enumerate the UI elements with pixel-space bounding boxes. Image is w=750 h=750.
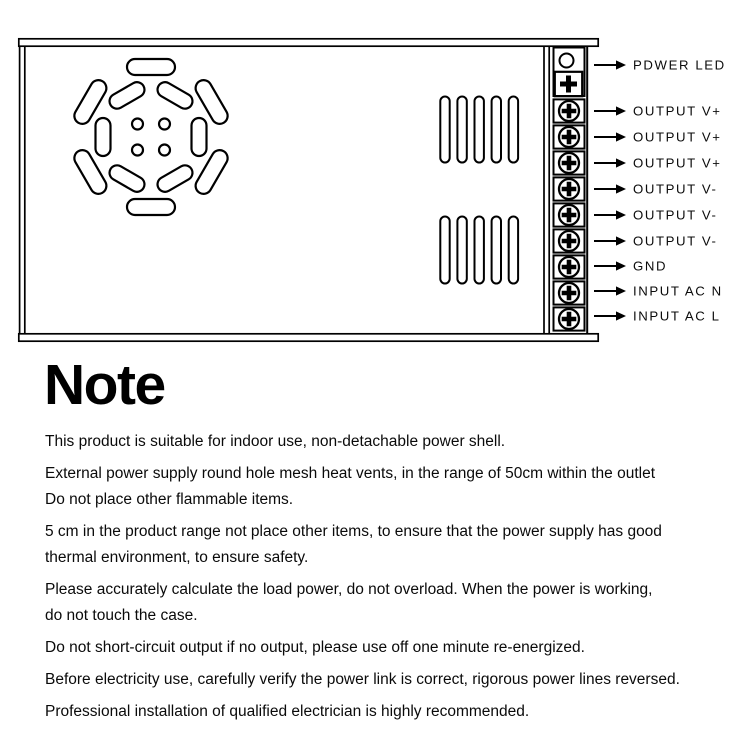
note-line: This product is suitable for indoor use, non-detachable power shell. (45, 433, 506, 450)
screw-terminal-icon (559, 283, 579, 303)
note-line: do not touch the case. (45, 607, 198, 624)
note-line: Do not short-circuit output if no output, please use off one minute re-energized. (45, 639, 585, 656)
pointer-arrow-icon (594, 60, 626, 69)
note-line: Professional installation of qualified electrician is highly recommended. (45, 703, 530, 720)
note-line: thermal environment, to ensure safety. (45, 549, 309, 566)
screw-terminal-icon (559, 257, 579, 277)
screw-terminal-icons (559, 101, 579, 329)
terminal-label: OUTPUT V+ (633, 155, 722, 171)
pointer-arrow-icon (594, 261, 626, 270)
power-led-icon (560, 54, 574, 68)
note-paragraph (45, 577, 720, 629)
note-paragraph (45, 667, 720, 693)
led-terminal-cross (560, 76, 577, 93)
pointer-arrow-icon (594, 184, 626, 193)
screw-terminal-icon (559, 309, 579, 329)
screw-terminal-icon (559, 179, 579, 199)
note-line: External power supply round hole mesh heat vents, in the range of 50cm within the outlet (45, 465, 656, 482)
terminal-label: OUTPUT V- (633, 207, 718, 223)
terminal-label: GND (633, 258, 668, 274)
note-line: Do not place other flammable items. (45, 491, 294, 508)
terminal-pointers (594, 58, 726, 324)
terminal-label: INPUT AC N (633, 283, 723, 299)
pointer-arrow-icon (594, 106, 626, 115)
power-led-block (554, 48, 585, 97)
terminal-label: OUTPUT V+ (633, 129, 722, 145)
power-supply-diagram (0, 0, 750, 350)
screw-terminal-icon (559, 153, 579, 173)
pointer-arrow-icon (594, 236, 626, 245)
note-paragraph (45, 519, 720, 571)
case-bottom-bar (19, 334, 598, 341)
terminal-label: INPUT AC L (633, 308, 721, 324)
case-top-bar (19, 39, 598, 46)
screw-terminal-icon (559, 231, 579, 251)
screw-terminal-icon (559, 127, 579, 147)
note-paragraph (45, 635, 720, 661)
terminal-label: OUTPUT V- (633, 233, 718, 249)
terminal-strip (554, 48, 585, 331)
note-line: 5 cm in the product range not place other items, to ensure that the power supply has good (45, 523, 662, 540)
screw-terminal-icon (559, 101, 579, 121)
terminal-label: PDWER LED (633, 57, 726, 73)
heat-vent-slots-bottom (440, 217, 518, 284)
pointer-arrow-icon (594, 210, 626, 219)
terminal-label: OUTPUT V+ (633, 103, 722, 119)
pointer-arrow-icon (594, 132, 626, 141)
note-paragraph (45, 461, 720, 513)
note-body (45, 429, 720, 731)
note-paragraph (45, 699, 720, 725)
note-paragraph (45, 429, 720, 455)
note-line: Before electricity use, carefully verify the power link is correct, rigorous power lines reversed. (45, 671, 680, 688)
terminal-label: OUTPUT V- (633, 181, 718, 197)
screw-terminal-icon (559, 205, 579, 225)
pointer-arrow-icon (594, 286, 626, 295)
pointer-arrow-icon (594, 158, 626, 167)
pointer-arrow-icon (594, 311, 626, 320)
note-title: Note (44, 353, 165, 417)
note-line: Please accurately calculate the load power, do not overload. When the power is working, (45, 581, 653, 598)
heat-vent-slots-top (440, 97, 518, 163)
fan-grille-icon (71, 59, 230, 215)
